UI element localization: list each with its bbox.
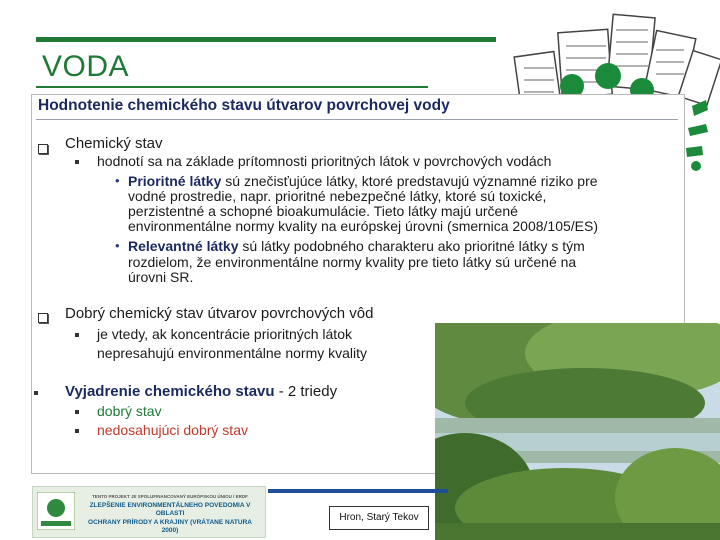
section-text: je vtedy, ak koncentrácie prioritných látok bbox=[97, 326, 352, 342]
square-bullet-icon bbox=[75, 410, 79, 414]
heading-bold: Vyjadrenie chemického stavu bbox=[65, 383, 275, 400]
point-line bbox=[128, 238, 585, 254]
round-bullet-icon: • bbox=[115, 238, 120, 253]
checkbox-bullet-icon bbox=[38, 144, 48, 154]
page-title: VODA bbox=[42, 50, 130, 83]
point-text: sú látky podobného charakteru ako prioritné látky s tým bbox=[242, 238, 585, 254]
natura-logo-icon bbox=[37, 492, 75, 530]
square-bullet-icon bbox=[75, 160, 79, 164]
photo-caption: Hron, Starý Tekov bbox=[329, 506, 429, 530]
river-photo bbox=[435, 323, 720, 540]
subtitle-bar bbox=[36, 96, 681, 118]
square-bullet-icon bbox=[34, 391, 38, 395]
subtitle-divider bbox=[36, 119, 678, 120]
top-accent-bar bbox=[36, 37, 496, 42]
heading-rest: - 2 triedy bbox=[274, 383, 338, 400]
class-not-good: nedosahujúci dobrý stav bbox=[97, 422, 248, 438]
footer-accent-line bbox=[268, 489, 448, 493]
section-heading: Dobrý chemický stav útvarov povrchových vôd bbox=[65, 305, 374, 322]
banner-head: TENTO PROJEKT JE SPOLUFINANCOVANÝ EURÓPSKOU ÚNIOU / ERDF bbox=[92, 494, 248, 499]
section-heading: Chemický stav bbox=[65, 135, 163, 152]
point-line: rozdielom, že environmentálne normy kvality pre tieto látky sú určené na bbox=[128, 254, 577, 270]
point-line: úrovni SR. bbox=[128, 269, 194, 285]
square-bullet-icon bbox=[75, 429, 79, 433]
class-good: dobrý stav bbox=[97, 403, 162, 419]
checkbox-bullet-icon bbox=[38, 313, 48, 323]
term: Prioritné látky bbox=[128, 173, 222, 189]
subtitle: Hodnotenie chemického stavu útvarov povrchovej vody bbox=[38, 97, 450, 114]
round-bullet-icon: • bbox=[115, 173, 120, 188]
banner-line: ZLEPŠENIE ENVIRONMENTÁLNEHO POVEDOMIA V OBLASTI bbox=[89, 501, 251, 517]
point-text: sú znečisťujúce látky, ktoré predstavujú významné riziko pre bbox=[225, 173, 598, 189]
project-banner bbox=[32, 486, 266, 538]
point-line: environmentálne normy kvality na európskej úrovni (smernica 2008/105/ES) bbox=[128, 218, 599, 234]
point-line: perzistentné a schopné bioakumulácie. Tieto látky majú určené bbox=[128, 203, 518, 219]
square-bullet-icon bbox=[75, 333, 79, 337]
banner-text bbox=[79, 493, 261, 536]
section-heading bbox=[65, 383, 337, 400]
term: Relevantné látky bbox=[128, 238, 239, 254]
title-underline bbox=[36, 86, 428, 88]
point-line bbox=[128, 173, 598, 189]
section-text: nepresahujú environmentálne normy kvality bbox=[97, 345, 368, 361]
point-line: vodné prostredie, napr. prioritné nebezpečné látky, ktoré sú toxické, bbox=[128, 188, 547, 204]
banner-line: OCHRANY PRÍRODY A KRAJINY (VRÁTANE NATURA 2000) bbox=[88, 518, 252, 534]
section-text: hodnotí sa na základe prítomnosti prioritných látok v povrchových vodách bbox=[97, 153, 552, 169]
